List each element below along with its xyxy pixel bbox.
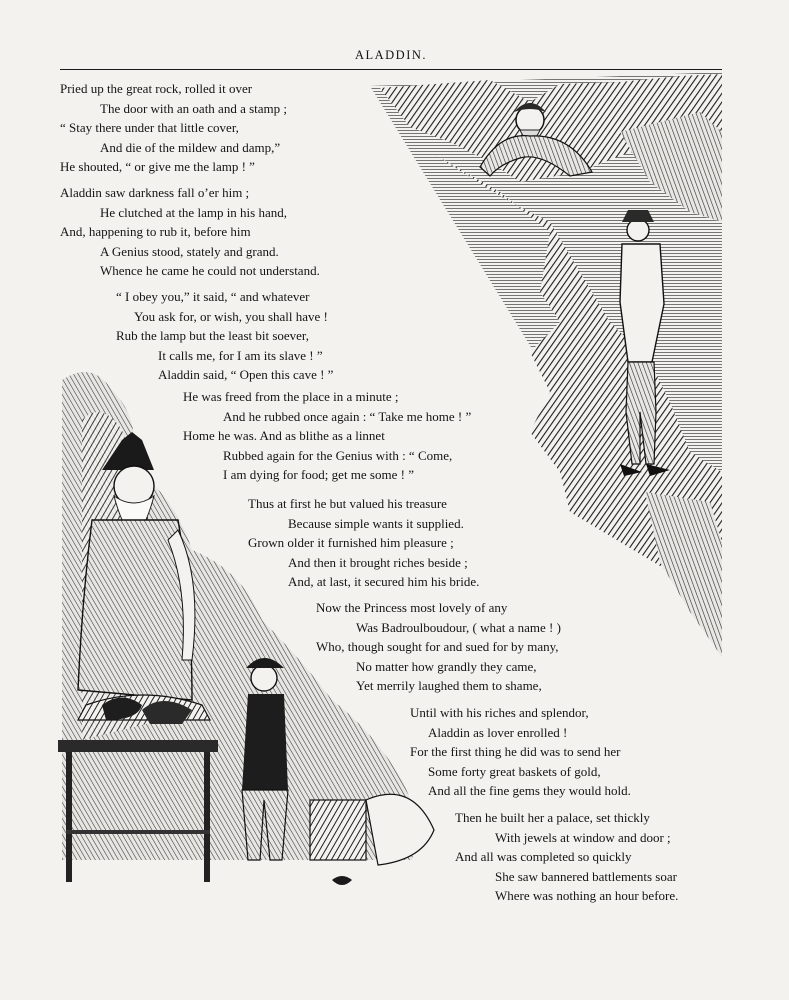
verse-line: Rubbed again for the Genius with : “ Come,	[223, 447, 453, 463]
verse-line: Where was nothing an hour before.	[495, 888, 679, 903]
verse-line: No matter how grandly they came,	[356, 658, 537, 674]
verse-line: A Genius stood, stately and grand.	[100, 243, 279, 259]
verse-line: It calls me, for I am its slave ! ”	[158, 347, 323, 363]
verse-line: “ Stay there under that little cover,	[60, 120, 239, 135]
verse-line: Until with his riches and splendor,	[410, 705, 589, 720]
verse-line: With jewels at window and door ;	[495, 829, 671, 845]
header-rule	[60, 69, 722, 70]
verse-line: Because simple wants it supplied.	[288, 515, 464, 531]
verse-line: You ask for, or wish, you shall have !	[134, 308, 328, 324]
verse-line: He was freed from the place in a minute ;	[183, 389, 399, 404]
verse-line: Whence he came he could not understand.	[100, 263, 320, 278]
verse-line: He clutched at the lamp in his hand,	[100, 204, 288, 220]
stanza	[60, 183, 320, 281]
verse-line: And die of the mildew and damp,”	[100, 139, 281, 155]
stanza	[455, 808, 678, 906]
verse-line: Now the Princess most lovely of any	[316, 600, 508, 615]
verse-line: And all was completed so quickly	[455, 849, 632, 864]
stanza	[183, 387, 471, 485]
stanza	[60, 79, 287, 177]
verse-line: Thus at first he but valued his treasure	[248, 496, 447, 511]
verse-line: Grown older it furnished him pleasure ;	[248, 535, 454, 550]
stanza	[316, 598, 561, 696]
verse-line: And, at last, it secured him his bride.	[288, 574, 480, 589]
verse-line: And then it brought riches beside ;	[288, 554, 468, 570]
verse-line: “ I obey you,” it said, “ and whatever	[116, 289, 310, 304]
verse-line: And all the fine gems they would hold.	[428, 783, 631, 798]
verse-line: Was Badroulboudour, ( what a name ! )	[356, 619, 561, 635]
verse-line: Aladdin as lover enrolled !	[428, 724, 568, 740]
stanza	[116, 287, 333, 385]
stanza	[248, 494, 479, 592]
verse-line: Pried up the great rock, rolled it over	[60, 81, 253, 96]
verse-line: Who, though sought for and sued for by many,	[316, 639, 559, 654]
verse-line: The door with an oath and a stamp ;	[100, 100, 288, 116]
verse-line: Aladdin saw darkness fall o’er him ;	[60, 185, 250, 200]
verse-line: Home he was. And as blithe as a linnet	[183, 428, 385, 443]
verse-line: He shouted, “ or give me the lamp ! ”	[60, 159, 255, 174]
verse-line: And, happening to rub it, before him	[60, 224, 251, 239]
verse-line: Aladdin said, “ Open this cave ! ”	[158, 367, 334, 382]
verse-line: For the first thing he did was to send her	[410, 744, 621, 759]
verse-line: Yet merrily laughed them to shame,	[356, 678, 542, 693]
verse-line: She saw bannered battlements soar	[495, 868, 677, 884]
verse-line: I am dying for food; get me some ! ”	[223, 467, 414, 482]
stanza	[410, 703, 631, 801]
running-head: ALADDIN.	[354, 48, 428, 62]
verse-line: And he rubbed once again : “ Take me home ! ”	[223, 408, 472, 424]
verse-line: Some forty great baskets of gold,	[428, 763, 601, 779]
verse-line: Then he built her a palace, set thickly	[455, 810, 650, 825]
verse-line: Rub the lamp but the least bit soever,	[116, 328, 309, 343]
